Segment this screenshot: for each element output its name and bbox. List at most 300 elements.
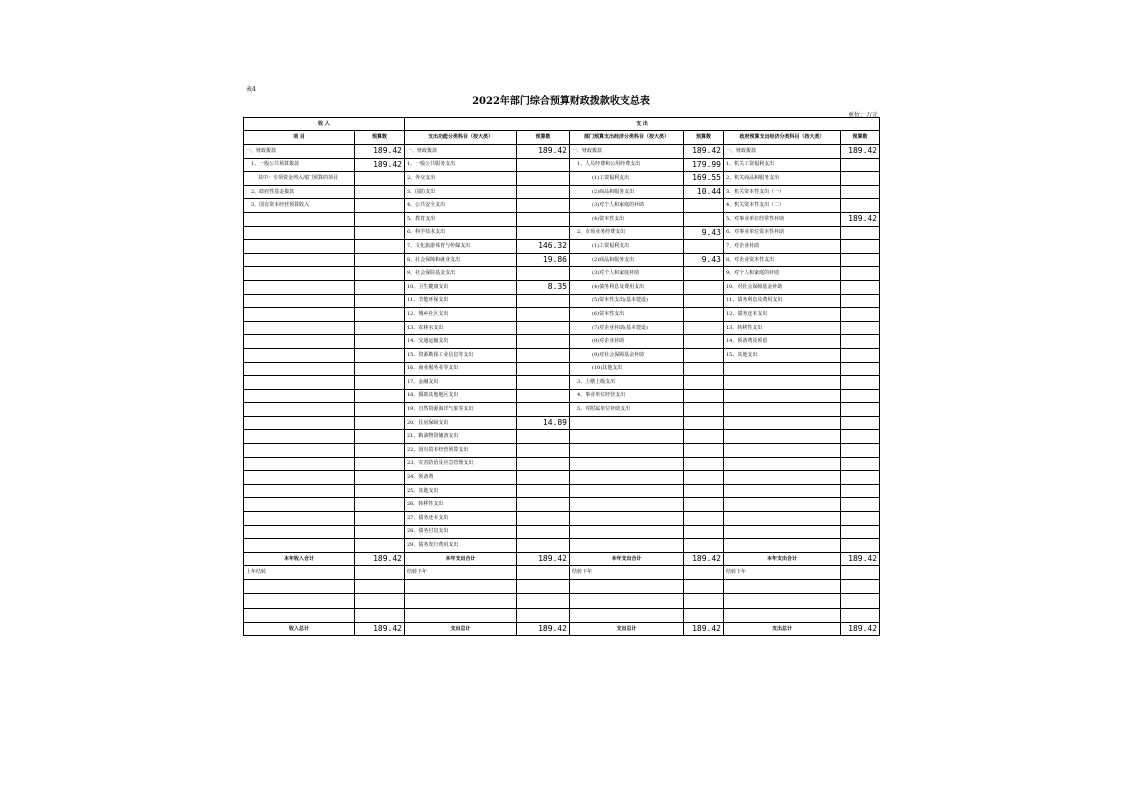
dept-econ-item: (10)其他支出	[570, 362, 684, 376]
dept-budget-value	[684, 280, 724, 294]
gov-subtotal-value: 189.42	[841, 552, 880, 566]
table-row	[244, 512, 880, 526]
gov-budget-value	[841, 240, 880, 254]
dept-budget-value: 169.55	[684, 172, 724, 186]
table-row	[244, 539, 880, 553]
dept-budget-value	[684, 471, 724, 485]
dept-budget-value	[684, 335, 724, 349]
gov-budget-value	[841, 253, 880, 267]
dept-budget-value	[684, 267, 724, 281]
income-budget-value	[355, 348, 405, 362]
dept-econ-item	[570, 539, 684, 553]
table-row	[244, 308, 880, 322]
gov-econ-item	[724, 376, 841, 390]
gov-budget-value	[841, 430, 880, 444]
dept-econ-item	[570, 444, 684, 458]
dept-budget-value	[684, 376, 724, 390]
dept-total-value: 189.42	[684, 622, 724, 636]
func-budget-value: 8.35	[517, 280, 570, 294]
gov-econ-item: 7、对企业补助	[724, 240, 841, 254]
empty-cell	[517, 608, 570, 622]
empty-cell	[355, 594, 405, 608]
gov-total-value: 189.42	[841, 622, 880, 636]
income-item: 一、财政拨款	[244, 145, 355, 159]
gov-carry-next-label: 结转下年	[724, 566, 841, 580]
income-item: 2、政府性基金拨款	[244, 185, 355, 199]
gov-budget-value	[841, 280, 880, 294]
func-budget-value	[517, 185, 570, 199]
func-budget-value: 14.89	[517, 416, 570, 430]
gov-budget-value	[841, 294, 880, 308]
func-class-item: 5、教育支出	[405, 212, 517, 226]
gov-budget-value	[841, 498, 880, 512]
empty-cell	[841, 566, 880, 580]
dept-budget-value	[684, 457, 724, 471]
func-class-item: 14、交通运输支出	[405, 335, 517, 349]
col-func-class-header: 支出功能分类科目（按大类）	[405, 131, 517, 145]
gov-budget-value	[841, 512, 880, 526]
table-row	[244, 430, 880, 444]
empty-cell	[570, 594, 684, 608]
income-budget-value	[355, 389, 405, 403]
table-row	[244, 212, 880, 226]
gov-budget-value: 189.42	[841, 212, 880, 226]
func-budget-value	[517, 430, 570, 444]
dept-econ-item: (8)对企业补助	[570, 335, 684, 349]
empty-cell	[355, 580, 405, 594]
income-budget-value	[355, 226, 405, 240]
table-row	[244, 403, 880, 417]
func-budget-value	[517, 348, 570, 362]
gov-budget-value	[841, 525, 880, 539]
income-budget-value	[355, 512, 405, 526]
dept-econ-item: (6)资本性支出	[570, 308, 684, 322]
dept-subtotal-label: 本年支出合计	[570, 552, 684, 566]
dept-econ-item: 5、对附属单位补助支出	[570, 403, 684, 417]
func-class-item: 3、国防支出	[405, 185, 517, 199]
gov-econ-item: 一、财政拨款	[724, 145, 841, 159]
gov-budget-value	[841, 403, 880, 417]
dept-budget-value: 179.99	[684, 158, 724, 172]
table-row	[244, 484, 880, 498]
dept-budget-value	[684, 525, 724, 539]
income-budget-value: 189.42	[355, 145, 405, 159]
gov-budget-value	[841, 444, 880, 458]
func-budget-value	[517, 335, 570, 349]
gov-budget-value	[841, 389, 880, 403]
gov-econ-item	[724, 471, 841, 485]
func-class-item: 1、一般公共服务支出	[405, 158, 517, 172]
dept-econ-item: (3)对个人和家庭的补助	[570, 199, 684, 213]
dept-budget-value	[684, 212, 724, 226]
income-budget-value	[355, 335, 405, 349]
func-class-item: 23、灾害防治及应急管理支出	[405, 457, 517, 471]
income-budget-value	[355, 240, 405, 254]
gov-budget-value	[841, 539, 880, 553]
empty-cell	[405, 580, 517, 594]
func-class-item: 6、科学技术支出	[405, 226, 517, 240]
col-gov-econ-header: 政府预算支出经济分类科目（按大类）	[724, 131, 841, 145]
income-item	[244, 294, 355, 308]
func-budget-value	[517, 199, 570, 213]
table-row	[244, 362, 880, 376]
empty-cell	[724, 580, 841, 594]
col-budget-header: 预算数	[355, 131, 405, 145]
table-row	[244, 335, 880, 349]
col-budget-header: 预算数	[517, 131, 570, 145]
gov-econ-item	[724, 512, 841, 526]
func-budget-value	[517, 389, 570, 403]
income-item	[244, 308, 355, 322]
gov-econ-item: 15、其他支出	[724, 348, 841, 362]
dept-econ-item	[570, 498, 684, 512]
func-class-item: 28、债务付息支出	[405, 525, 517, 539]
func-class-item: 17、金融支出	[405, 376, 517, 390]
income-subtotal-label: 本年收入合计	[244, 552, 355, 566]
func-budget-value	[517, 457, 570, 471]
income-item	[244, 484, 355, 498]
income-subtotal-value: 189.42	[355, 552, 405, 566]
gov-budget-value	[841, 199, 880, 213]
income-budget-value	[355, 212, 405, 226]
income-budget-value	[355, 362, 405, 376]
table-row	[244, 199, 880, 213]
income-item	[244, 498, 355, 512]
empty-cell	[244, 594, 355, 608]
func-budget-value	[517, 512, 570, 526]
dept-econ-item: (9)对社会保障基金补助	[570, 348, 684, 362]
table-row	[244, 145, 880, 159]
dept-econ-item: (3)对个人和家庭补助	[570, 267, 684, 281]
func-class-item: 12、城乡社区支出	[405, 308, 517, 322]
income-budget-value	[355, 321, 405, 335]
func-budget-value	[517, 267, 570, 281]
func-class-item: 24、预备费	[405, 471, 517, 485]
gov-econ-item	[724, 498, 841, 512]
gov-econ-item: 1、机关工资福利支出	[724, 158, 841, 172]
col-budget-header: 预算数	[841, 131, 880, 145]
func-budget-value	[517, 321, 570, 335]
gov-econ-item: 6、对事业单位资本性补助	[724, 226, 841, 240]
dept-econ-item: (4)资本性支出	[570, 212, 684, 226]
func-budget-value	[517, 498, 570, 512]
table-row	[244, 253, 880, 267]
dept-budget-value	[684, 389, 724, 403]
gov-econ-item: 5、对事业单位经常性补助	[724, 212, 841, 226]
dept-econ-item: (4)债务利息及费用支出	[570, 280, 684, 294]
empty-cell	[244, 608, 355, 622]
empty-cell	[684, 566, 724, 580]
func-class-item: 11、节能环保支出	[405, 294, 517, 308]
gov-econ-item: 8、对企业资本性支出	[724, 253, 841, 267]
gov-total-label: 支出总计	[724, 622, 841, 636]
dept-econ-item: (2)商品和服务支出	[570, 185, 684, 199]
dept-budget-value: 9.43	[684, 253, 724, 267]
col-project-header: 项 目	[244, 131, 355, 145]
gov-econ-item: 3、机关资本性支出（一）	[724, 185, 841, 199]
gov-budget-value	[841, 321, 880, 335]
income-item	[244, 362, 355, 376]
income-item: 其中：专项资金列入部门预算的项目	[244, 172, 355, 186]
func-budget-value	[517, 525, 570, 539]
income-budget-value	[355, 430, 405, 444]
gov-econ-item	[724, 457, 841, 471]
func-budget-value	[517, 294, 570, 308]
func-budget-value	[517, 158, 570, 172]
income-budget-value	[355, 280, 405, 294]
dept-total-label: 支出总计	[570, 622, 684, 636]
gov-econ-item: 4、机关资本性支出（二）	[724, 199, 841, 213]
col-dept-econ-header: 部门预算支出经济分类科目（按大类）	[570, 131, 684, 145]
dept-budget-value	[684, 321, 724, 335]
gov-subtotal-label: 本年支出合计	[724, 552, 841, 566]
gov-econ-item: 12、债务还本支出	[724, 308, 841, 322]
func-class-item: 16、商业服务业等支出	[405, 362, 517, 376]
gov-budget-value	[841, 416, 880, 430]
func-budget-value	[517, 403, 570, 417]
dept-econ-item	[570, 430, 684, 444]
table-row	[244, 444, 880, 458]
table-row	[244, 226, 880, 240]
income-item	[244, 539, 355, 553]
table-number: 表4	[246, 86, 256, 93]
table-row	[244, 321, 880, 335]
table-row	[244, 185, 880, 199]
dept-budget-value	[684, 512, 724, 526]
dept-budget-value: 10.44	[684, 185, 724, 199]
func-class-item: 19、自然资源海洋气象等支出	[405, 403, 517, 417]
gov-budget-value: 189.42	[841, 145, 880, 159]
dept-budget-value	[684, 403, 724, 417]
dept-budget-value	[684, 498, 724, 512]
income-budget-value	[355, 185, 405, 199]
table-row	[244, 267, 880, 281]
table-row	[244, 471, 880, 485]
empty-cell	[517, 580, 570, 594]
income-budget-value	[355, 444, 405, 458]
gov-budget-value	[841, 158, 880, 172]
func-class-item: 29、债务发行费用支出	[405, 539, 517, 553]
func-class-item: 2、外交支出	[405, 172, 517, 186]
gov-econ-item: 10、对社会保障基金补助	[724, 280, 841, 294]
empty-cell	[355, 608, 405, 622]
gov-budget-value	[841, 376, 880, 390]
income-item	[244, 253, 355, 267]
income-item	[244, 444, 355, 458]
gov-econ-item	[724, 539, 841, 553]
func-total-value: 189.42	[517, 622, 570, 636]
func-budget-value: 189.42	[517, 145, 570, 159]
dept-budget-value	[684, 539, 724, 553]
func-class-item: 9、社会保险基金支出	[405, 267, 517, 281]
empty-cell	[517, 566, 570, 580]
dept-budget-value	[684, 430, 724, 444]
func-budget-value: 19.86	[517, 253, 570, 267]
income-item	[244, 416, 355, 430]
func-class-item: 15、资源勘探工业信息等支出	[405, 348, 517, 362]
dept-budget-value	[684, 199, 724, 213]
func-budget-value	[517, 376, 570, 390]
empty-cell	[841, 608, 880, 622]
gov-econ-item: 9、对个人和家庭的补助	[724, 267, 841, 281]
func-class-item: 25、其他支出	[405, 484, 517, 498]
table-row	[244, 416, 880, 430]
func-class-item: 21、粮油物资储备支出	[405, 430, 517, 444]
income-budget-value	[355, 498, 405, 512]
income-item	[244, 430, 355, 444]
dept-budget-value	[684, 362, 724, 376]
income-item	[244, 335, 355, 349]
dept-econ-item	[570, 457, 684, 471]
income-budget-value	[355, 294, 405, 308]
page-title: 2022年部门综合预算财政拨款收支总表	[472, 96, 650, 107]
gov-econ-item: 14、预备费及预留	[724, 335, 841, 349]
dept-econ-item: 2、专项业务经费支出	[570, 226, 684, 240]
gov-econ-item	[724, 444, 841, 458]
func-class-item: 13、农林水支出	[405, 321, 517, 335]
dept-econ-item: 4、事业单位经营支出	[570, 389, 684, 403]
dept-econ-item: (5)资本性支出(基本建设)	[570, 294, 684, 308]
dept-budget-value: 9.43	[684, 226, 724, 240]
empty-cell	[724, 608, 841, 622]
income-item	[244, 471, 355, 485]
table-row	[244, 294, 880, 308]
income-budget-value	[355, 525, 405, 539]
income-item	[244, 457, 355, 471]
func-budget-value	[517, 172, 570, 186]
func-budget-value	[517, 308, 570, 322]
dept-econ-item	[570, 512, 684, 526]
gov-budget-value	[841, 484, 880, 498]
income-budget-value	[355, 376, 405, 390]
empty-cell	[405, 608, 517, 622]
empty-cell	[684, 608, 724, 622]
empty-cell	[841, 594, 880, 608]
table-row	[244, 348, 880, 362]
dept-econ-item	[570, 525, 684, 539]
empty-cell	[570, 608, 684, 622]
gov-econ-item: 13、转移性支出	[724, 321, 841, 335]
gov-budget-value	[841, 172, 880, 186]
income-item	[244, 212, 355, 226]
income-budget-value	[355, 308, 405, 322]
gov-econ-item	[724, 430, 841, 444]
func-budget-value	[517, 471, 570, 485]
empty-cell	[684, 594, 724, 608]
empty-cell	[517, 594, 570, 608]
table-row	[244, 498, 880, 512]
income-item	[244, 321, 355, 335]
gov-econ-item	[724, 389, 841, 403]
income-budget-value	[355, 172, 405, 186]
income-item	[244, 240, 355, 254]
income-item: 1、一般公共预算拨款	[244, 158, 355, 172]
income-item	[244, 525, 355, 539]
gov-budget-value	[841, 335, 880, 349]
empty-cell	[244, 580, 355, 594]
dept-budget-value	[684, 444, 724, 458]
dept-econ-item: 1、人员经费和公用经费支出	[570, 158, 684, 172]
gov-budget-value	[841, 471, 880, 485]
dept-econ-item: (2)商品和服务支出	[570, 253, 684, 267]
func-class-item: 10、卫生健康支出	[405, 280, 517, 294]
prev-balance-label: 上年结转	[244, 566, 355, 580]
income-budget-value	[355, 471, 405, 485]
col-budget-header: 预算数	[684, 131, 724, 145]
gov-budget-value	[841, 267, 880, 281]
gov-budget-value	[841, 457, 880, 471]
table-row	[244, 240, 880, 254]
table-row	[244, 376, 880, 390]
func-subtotal-value: 189.42	[517, 552, 570, 566]
func-subtotal-label: 本年支出合计	[405, 552, 517, 566]
gov-budget-value	[841, 185, 880, 199]
income-total-value: 189.42	[355, 622, 405, 636]
income-item	[244, 389, 355, 403]
empty-cell	[684, 580, 724, 594]
func-budget-value	[517, 212, 570, 226]
income-item	[244, 267, 355, 281]
dept-carry-next-label: 结转下年	[570, 566, 684, 580]
dept-budget-value	[684, 484, 724, 498]
income-item: 3、国有资本经营预算收入	[244, 199, 355, 213]
func-class-item: 26、转移性支出	[405, 498, 517, 512]
income-total-label: 收入总计	[244, 622, 355, 636]
income-budget-value	[355, 416, 405, 430]
func-class-item: 27、债务还本支出	[405, 512, 517, 526]
func-class-item: 4、公共安全支出	[405, 199, 517, 213]
gov-econ-item	[724, 403, 841, 417]
dept-budget-value	[684, 294, 724, 308]
func-class-item: 一、财政拨款	[405, 145, 517, 159]
income-item	[244, 348, 355, 362]
func-budget-value: 146.32	[517, 240, 570, 254]
empty-cell	[355, 566, 405, 580]
income-budget-value	[355, 403, 405, 417]
dept-econ-item: 一、财政拨款	[570, 145, 684, 159]
gov-econ-item	[724, 525, 841, 539]
func-budget-value	[517, 444, 570, 458]
table-row	[244, 172, 880, 186]
income-budget-value: 189.42	[355, 158, 405, 172]
gov-econ-item	[724, 362, 841, 376]
dept-budget-value	[684, 308, 724, 322]
func-class-item: 8、社会保障和就业支出	[405, 253, 517, 267]
func-carry-next-label: 结转下年	[405, 566, 517, 580]
gov-econ-item: 11、债务利息及费用支出	[724, 294, 841, 308]
empty-cell	[724, 594, 841, 608]
func-class-item: 22、国有资本经营预算支出	[405, 444, 517, 458]
income-item	[244, 376, 355, 390]
dept-budget-value	[684, 348, 724, 362]
func-class-item: 18、援助其他地区支出	[405, 389, 517, 403]
func-class-item: 7、文化旅游体育与传媒支出	[405, 240, 517, 254]
income-budget-value	[355, 267, 405, 281]
dept-econ-item	[570, 484, 684, 498]
gov-econ-item	[724, 416, 841, 430]
gov-econ-item	[724, 484, 841, 498]
dept-budget-value: 189.42	[684, 145, 724, 159]
income-budget-value	[355, 457, 405, 471]
func-budget-value	[517, 539, 570, 553]
gov-budget-value	[841, 362, 880, 376]
income-group-header: 收 入	[244, 118, 405, 131]
gov-budget-value	[841, 226, 880, 240]
gov-econ-item: 2、机关商品和服务支出	[724, 172, 841, 186]
func-budget-value	[517, 484, 570, 498]
budget-summary-table	[243, 117, 880, 636]
empty-cell	[405, 594, 517, 608]
